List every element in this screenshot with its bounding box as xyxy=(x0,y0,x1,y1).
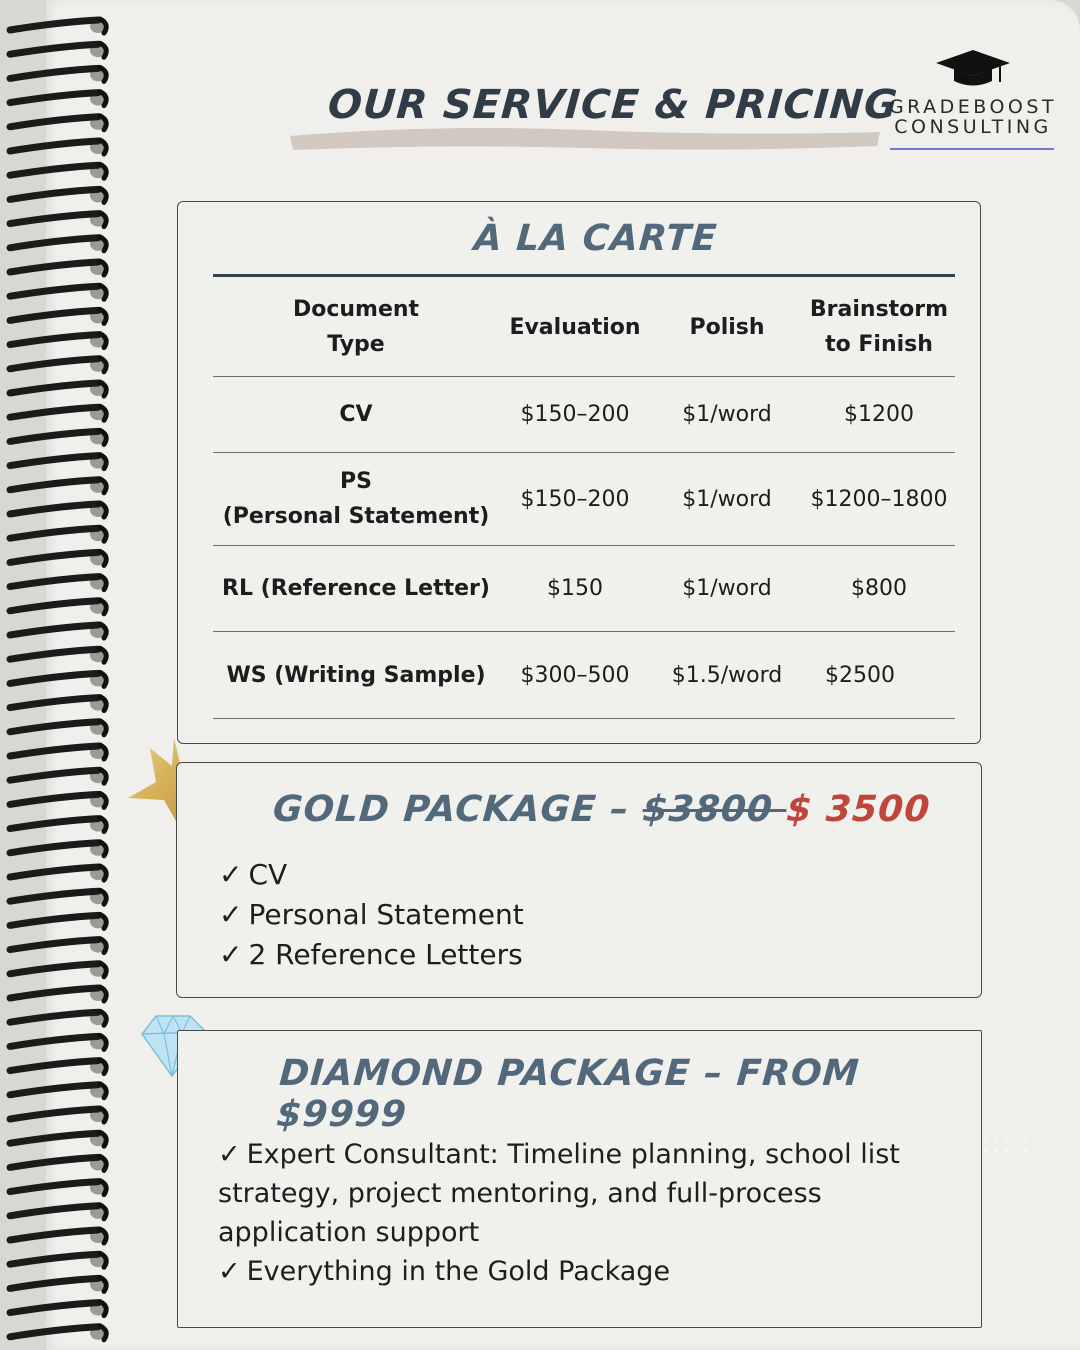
checkmark-icon: ✓ xyxy=(219,938,243,971)
column-header-document-type: Document Type xyxy=(292,297,420,357)
list-item-text: 2 Reference Letters xyxy=(248,938,523,971)
spiral-ring xyxy=(10,914,106,928)
spiral-ring xyxy=(10,1205,106,1219)
checkmark-icon: ✓ xyxy=(219,858,243,891)
spiral-ring xyxy=(10,576,106,590)
brainstorm-cell: $1200 xyxy=(844,402,914,427)
table-row xyxy=(213,632,955,719)
spiral-ring xyxy=(10,213,106,227)
list-item-text: Personal Statement xyxy=(248,898,524,931)
logo-underline xyxy=(890,148,1054,150)
spiral-ring xyxy=(10,745,106,759)
spiral-ring xyxy=(10,92,106,106)
logo-text-gradeboost: GRADEBOOST xyxy=(888,96,1058,118)
column-header-evaluation: Evaluation xyxy=(509,314,641,340)
spiral-ring xyxy=(10,842,106,856)
spiral-ring xyxy=(10,939,106,953)
spiral-ring xyxy=(10,1060,106,1074)
spiral-ring xyxy=(10,334,106,348)
spiral-ring xyxy=(10,455,106,469)
gold-package-list xyxy=(219,855,524,975)
diamond-package-card xyxy=(177,1030,982,1328)
spiral-ring xyxy=(10,1326,106,1340)
spiral-ring xyxy=(10,890,106,904)
table-header-row xyxy=(213,278,955,377)
table-row xyxy=(213,377,955,453)
a-la-carte-card xyxy=(177,201,981,744)
decorative-dots xyxy=(982,1124,1034,1154)
a-la-carte-divider xyxy=(213,274,955,277)
spiral-ring xyxy=(10,1277,106,1291)
spiral-ring xyxy=(10,600,106,614)
list-item-text: Expert Consultant: Timeline planning, school list strategy, project mentoring, and full-process application support xyxy=(218,1139,900,1248)
diamond-package-list xyxy=(218,1135,948,1291)
graduation-cap-icon xyxy=(934,48,1012,92)
brainstorm-cell: $2500 xyxy=(825,662,895,688)
pricing-table xyxy=(213,278,955,719)
list-item-text: CV xyxy=(248,858,288,891)
doc-type-cell: CV xyxy=(339,402,373,427)
list-item xyxy=(219,855,524,895)
checkmark-icon: ✓ xyxy=(219,898,243,931)
spiral-ring xyxy=(10,672,106,686)
polish-cell: $1/word xyxy=(682,576,772,601)
spiral-ring xyxy=(10,503,106,517)
polish-cell: $1/word xyxy=(682,486,772,512)
evaluation-cell: $150–200 xyxy=(520,402,630,427)
diamond-package-title: DIAMOND PACKAGE – FROM $9999 xyxy=(275,1053,861,1135)
gold-sale-price: $ 3500 xyxy=(785,789,932,830)
spiral-ring xyxy=(10,527,106,541)
gold-title-prefix: GOLD PACKAGE – xyxy=(271,789,645,830)
spiral-ring xyxy=(10,963,106,977)
spiral-ring xyxy=(10,406,106,420)
evaluation-cell: $150 xyxy=(547,576,603,601)
spiral-ring xyxy=(10,721,106,735)
spiral-ring xyxy=(10,237,106,251)
spiral-ring xyxy=(10,188,106,202)
checkmark-icon: ✓ xyxy=(218,1139,241,1170)
evaluation-cell: $300–500 xyxy=(520,662,630,688)
spiral-ring xyxy=(10,261,106,275)
spiral-binding xyxy=(0,0,120,1350)
list-item-text: Everything in the Gold Package xyxy=(246,1256,671,1287)
list-item xyxy=(219,895,524,935)
doc-type-line: PS xyxy=(340,469,372,494)
gold-old-price: $3800 xyxy=(641,789,788,830)
brand-logo xyxy=(888,48,1058,156)
spiral-ring xyxy=(10,1181,106,1195)
polish-cell: $1.5/word xyxy=(671,662,783,688)
doc-type-cell: RL (Reference Letter) xyxy=(222,576,490,601)
spiral-ring xyxy=(10,43,106,57)
table-row xyxy=(213,453,955,546)
doc-type-line: (Personal Statement) xyxy=(222,504,490,529)
spiral-ring xyxy=(10,987,106,1001)
brainstorm-cell: $1200–1800 xyxy=(810,486,948,512)
polish-cell: $1/word xyxy=(682,402,772,427)
spiral-ring xyxy=(10,309,106,323)
spiral-ring xyxy=(10,1084,106,1098)
list-item xyxy=(219,935,524,975)
spiral-ring xyxy=(10,358,106,372)
gold-package-card xyxy=(176,762,982,998)
checkmark-icon: ✓ xyxy=(218,1256,241,1287)
evaluation-cell: $150–200 xyxy=(520,486,630,512)
spiral-ring xyxy=(10,67,106,81)
a-la-carte-title: À LA CARTE xyxy=(472,218,719,259)
spiral-ring xyxy=(10,1253,106,1267)
spiral-ring xyxy=(10,624,106,638)
spiral-ring xyxy=(10,1035,106,1049)
spiral-ring xyxy=(10,1011,106,1025)
spiral-ring xyxy=(10,1302,106,1316)
spiral-ring xyxy=(10,551,106,565)
spiral-ring xyxy=(10,285,106,299)
page-title: OUR SERVICE & PRICING xyxy=(326,82,900,128)
spiral-ring xyxy=(10,116,106,130)
spiral-ring xyxy=(10,697,106,711)
logo-text-consulting: CONSULTING xyxy=(894,116,1052,138)
list-item xyxy=(218,1252,948,1291)
gold-package-title xyxy=(272,789,932,830)
list-item xyxy=(218,1135,948,1252)
spiral-ring xyxy=(10,793,106,807)
spiral-ring xyxy=(10,1132,106,1146)
spiral-ring xyxy=(10,769,106,783)
spiral-ring xyxy=(10,818,106,832)
column-header-brainstorm: Brainstorm to Finish xyxy=(809,297,949,357)
spiral-ring xyxy=(10,479,106,493)
brainstorm-cell: $800 xyxy=(851,576,907,601)
column-header-polish: Polish xyxy=(689,314,765,340)
spiral-ring xyxy=(10,1156,106,1170)
spiral-ring xyxy=(10,1229,106,1243)
spiral-ring xyxy=(10,164,106,178)
spiral-ring xyxy=(10,19,106,33)
spiral-ring xyxy=(10,866,106,880)
spiral-ring xyxy=(10,382,106,396)
spiral-ring xyxy=(10,140,106,154)
spiral-ring xyxy=(10,648,106,662)
table-row xyxy=(213,546,955,632)
spiral-ring xyxy=(10,430,106,444)
doc-type-cell: WS (Writing Sample) xyxy=(226,662,486,688)
doc-type-cell xyxy=(213,453,499,546)
spiral-ring xyxy=(10,1108,106,1122)
